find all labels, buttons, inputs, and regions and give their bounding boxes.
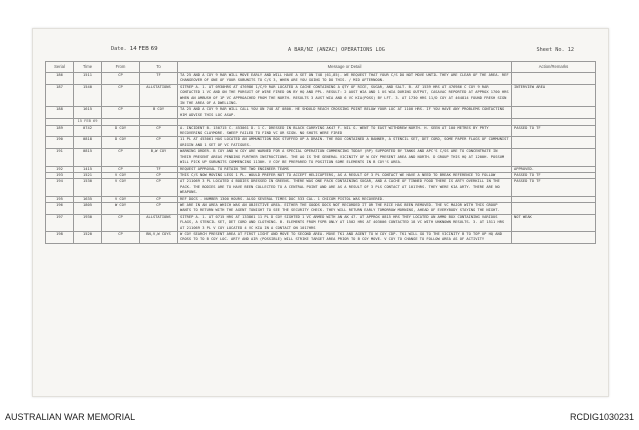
cell-to: ALLSTATIONS [140, 214, 178, 231]
cell-serial: 189 [46, 125, 74, 137]
cell-remark: PASSED TO TF [512, 179, 596, 196]
col-to: To [140, 62, 178, 73]
cell-time: 0742 [74, 125, 102, 137]
cell-from: CP [102, 84, 140, 107]
cell-to: B,W COY [140, 149, 178, 166]
cell-message: A. INCIDENT B. 150715 C. 453061 D. 1 C. DRESSED IN BLACK CARRYING AK47 F. NIL G. WENT TO EAST WITHDREW NORTH. H. SEEN AT 100 METRES BY PRTY RECOVERING CLAYMORE. SWEEP FAILED TO FIND VC OR SIGN. NO SHOTS WERE FIRED [178, 125, 512, 137]
cell-from: CP [102, 231, 140, 243]
cell-from: CP [102, 214, 140, 231]
cell-message: WE ARE IN AN AREA WHICH WAS AN OBJECTIVE AREA. EITHER THE GOODS DOCS NOT RECORDED IT OR THE RICE HAS BEEN REMOVED. THE VC MAJOR WITH THIS GROUP WANTS TO RETURN WITH THE AGENT TONIGHT TO SEE THE SECURITY CHECK. THEY WILL RETURN EARLY TOMORROW MORNING, AHEAD OF EVERYBODY STAYING THE NIGHT. [178, 202, 512, 214]
cell-time: 1540 [74, 84, 102, 107]
col-serial: Serial [46, 62, 74, 73]
cell-time: 0818 [74, 137, 102, 149]
cell-remark: INTERVIEW AREA [512, 84, 596, 107]
log-title: A BAR/NZ (ANZAC) OPERATIONS LOG [288, 47, 385, 53]
cell-message: TA 25 AND A COY 9 RAR WILL MOVE EARLY AND WILL HAVE A SET ON 748 (61,85). WE REQUEST THAT YOUR C/S DO NOT MOVE UNTIL THEY ARE CLEAR OF THE AREA. REF CHANGEOVER OF ONE OF YOUR SUBUNITS TO C/S 3, WHEN ARE YOU GOING TO DO THIS. / MID AFTERNOON. [178, 73, 512, 85]
cell-from: D COY [102, 125, 140, 137]
cell-to: CP [140, 172, 178, 178]
cell-time: 15 FEB 69 [74, 119, 102, 125]
cell-remark: APPROVED. [512, 166, 596, 172]
footer-record-id: RCDIG1030231 [569, 412, 634, 422]
cell-message: REF DOCS - NUMBER 1300 HOURS. ALSO SEVERAL TIMES DOC 533 CAL. 1 CHICOM PISTOL WAS RECOVERED. [178, 196, 512, 202]
date-value: 14 FEB 69 [129, 46, 158, 52]
cell-from: D COY [102, 137, 140, 149]
cell-serial: 187 [46, 84, 74, 107]
cell-to: TF [140, 166, 178, 172]
cell-serial: 186 [46, 73, 74, 85]
cell-remark [512, 149, 596, 166]
cell-remark [512, 73, 596, 85]
cell-message: W COY SEARCH PRESENT AREA AT FIRST LIGHT AND MOVE TO SECOND AREA. MOVE TK1 AND AGENT TO W COY CDP. TK1 WILL GO TO THE VICINITY B TO TOP UP HQ AND CROSS TO TO B COY LOC. ARTY AND AIR (POSSIBLE) WILL STRIKE TARGET AREA PRIOR TO B COY MOVE. V COY TO CHANGE TO FOLLOW AREA AS OF ACTIVITY [178, 231, 512, 243]
cell-time: 1520 [74, 231, 102, 243]
cell-to: CP [140, 202, 178, 214]
cell-time: 1635 [74, 196, 102, 202]
cell-serial: 191 [46, 149, 74, 166]
cell-remark [512, 202, 596, 214]
cell-serial: 195 [46, 196, 74, 202]
cell-remark: PASSED TO TF [512, 125, 596, 137]
cell-remark [512, 107, 596, 119]
table-header-row [46, 62, 596, 73]
cell-from: CP [102, 73, 140, 85]
cell-message: SITREP A. 1. AT 0715 HRS AT 133861 11 PL D COY SIGHTED 1 VC ARMED WITH AN AK 47. AT APPROX 0815 HRS THEY LOCATED AN AMMO BOX CONTAINING VARIOUS FLAGS, A STENCIL SET, DET CORD AND CLOTHING. B. ELEMENTS FROM FSPB ONLY AT 1502 HRS AT 403006 CONTACTED 18 VC WITH UNKNOWN RESULTS. 3. AT 1511 HRS AT 211069 3 PL V COY LOCATED 4 VC KIA IN A CONTACT ON 1017HRS [178, 214, 512, 231]
cell-serial: 196 [46, 202, 74, 214]
cell-message: REQUEST APPROVAL TO RETAIN THE TWO ENGINEER TEAMS [178, 166, 512, 172]
cell-time: 0815 [74, 149, 102, 166]
cell-from: CP [102, 149, 140, 166]
cell-from: CP [102, 107, 140, 119]
col-from: From [102, 62, 140, 73]
cell-to: ALLSTATIONS [140, 84, 178, 107]
cell-to: TF [140, 73, 178, 85]
cell-serial: 197 [46, 214, 74, 231]
cell-to: CP [140, 196, 178, 202]
cell-from: V COY [102, 179, 140, 196]
cell-time: 1521 [74, 172, 102, 178]
cell-to: CP [140, 179, 178, 196]
table-row [46, 125, 596, 137]
table-row [46, 214, 596, 231]
cell-time: 1805 [74, 202, 102, 214]
cell-time: 1930 [74, 214, 102, 231]
cell-message: TA 25 AND A COY 9 RAR WILL CALL YOU ON 748 AT 0800. HE SHOULD REACH CROSSING POINT BELOW YOUR LOC AT 1100 HRS. IF YOU HAVE ANY PROBLEMS CONTACTING HIM ADVISE THIS LOC ASAP. [178, 107, 512, 119]
cell-from: V COY [102, 172, 140, 178]
cell-remark [512, 231, 596, 243]
table-row [46, 179, 596, 196]
table-row [46, 84, 596, 107]
cell-serial: 194 [46, 179, 74, 196]
cell-from: V COY [102, 196, 140, 202]
cell-message: 11 PL AT 453061 HAS LOCATED AN AMMUNITION BOX STUFFED UP A DRAIN. THE BOX CONTAINED A BANNER, A STENCIL SET, DET CORD, SOME PAPER FLAGS OF COMMUNIST ORIGIN AND 1 SET OF VC FATIGUES. [178, 137, 512, 149]
cell-from: W COY [102, 202, 140, 214]
cell-serial: 188 [46, 107, 74, 119]
table-row [46, 73, 596, 85]
cell-message: AT 211069 3 PL LOCATED 4 BODIES DRESSED IN GREENS. THERE WAS ONE PACK CONTAINING SUGAR, AND A CACHE OF TINNED FOOD THERE IS ARTY OVERKILL IN THE PACK. THE BODIES ARE TO HAVE BEEN COLLECTED TO A CENTRAL POINT AND ARE AS A RESULT OF 3 PLS CONTACT AT 1017HRS. THEY WERE KIA ARTY. THERE ARE NO WEAPONS. [178, 179, 512, 196]
cell-time: 1615 [74, 107, 102, 119]
date-field: Date. 14 FEB 69 [111, 46, 158, 52]
cell-to: CP [140, 125, 178, 137]
cell-remark [512, 137, 596, 149]
table-row [46, 202, 596, 214]
col-message: Message or Detail [178, 62, 512, 73]
table-row [46, 137, 596, 149]
cell-to: CP [140, 137, 178, 149]
cell-message: SITREP A. 1. AT 0930HRS AT 476986 1/C/9 RAR LOCATED A CACHE CONTAINING A QTY OF RICE, SUGAR, AND SALT. B. AT 1539 HRS AT 476986 C COY 9 RAR CONTACTED 1 VC AND ON THE PURSUIT OF WIRE FIRED ON BY HQ AND PPL. RESULT: 2 AUST WIA AND 1 US WIA DURING OUTPUT, CASAVAC REPORTED AT APPROX 1700 HRS WHEN AN AMBUSH OF 1P VC APPROACHED FROM THE NORTH. RESULTS 3 AUST WIA AND 6 VC KIA(POSS) BY LFT. 3. AT 1730 HRS 11/D COY AT 464814 FOUND FRESH SIGN IN THE AREA OF A DWELLING. [178, 84, 512, 107]
table-row [46, 107, 596, 119]
operations-log-table [45, 61, 596, 244]
cell-time: 1415 [74, 166, 102, 172]
cell-remark: NOT WEAK [512, 214, 596, 231]
sheet-number: Sheet No. 12 [536, 47, 574, 53]
col-time: Time [74, 62, 102, 73]
cell-to: B COY [140, 107, 178, 119]
cell-remark: PASSED TO TF [512, 172, 596, 178]
cell-serial: 193 [46, 172, 74, 178]
cell-serial: 192 [46, 166, 74, 172]
cell-time: 1511 [74, 73, 102, 85]
footer-source: AUSTRALIAN WAR MEMORIAL [5, 412, 136, 422]
cell-serial: 190 [46, 137, 74, 149]
log-sheet [32, 28, 609, 397]
cell-message: THIS C/S NOW MOVING LESS 1 PL. WOULD PREFER NOT TO ACCEPT HELICOPTERS, AS A RESULT OF 3 PL CONTACT WE HAVE A NEED TO BREAK REFERENCE TO FOLLOW [178, 172, 512, 178]
cell-message: WARNING ORDER. B COY AND W COY ARE WARNED FOR A SPECIAL OPERATION COMMENCING TODAY (RP) SUPPORTED BY TANKS AND APC'S C/SS ARE TO CONCENTRATE IN THEIR PRESENT AREAS PENDING FURTHER INSTRUCTIONS. THE AO IS THE GENERAL VICINITY OF W COY PRESENT AREA AND NORTH. D GROUP THIS HQ AT 1200H. POSSUM WILL PICK UP SUBUNITS COMMENCING 1130H. V COY BE PREPARED TO POSITION SOME ELEMENTS IN B COY'S AREA. [178, 149, 512, 166]
cell-serial: 198 [46, 231, 74, 243]
cell-from: CP [102, 166, 140, 172]
cell-time: 1530 [74, 179, 102, 196]
col-remarks: Action/Remarks [512, 62, 596, 73]
table-row [46, 231, 596, 243]
table-row [46, 149, 596, 166]
cell-to: BN,V,W COYS [140, 231, 178, 243]
